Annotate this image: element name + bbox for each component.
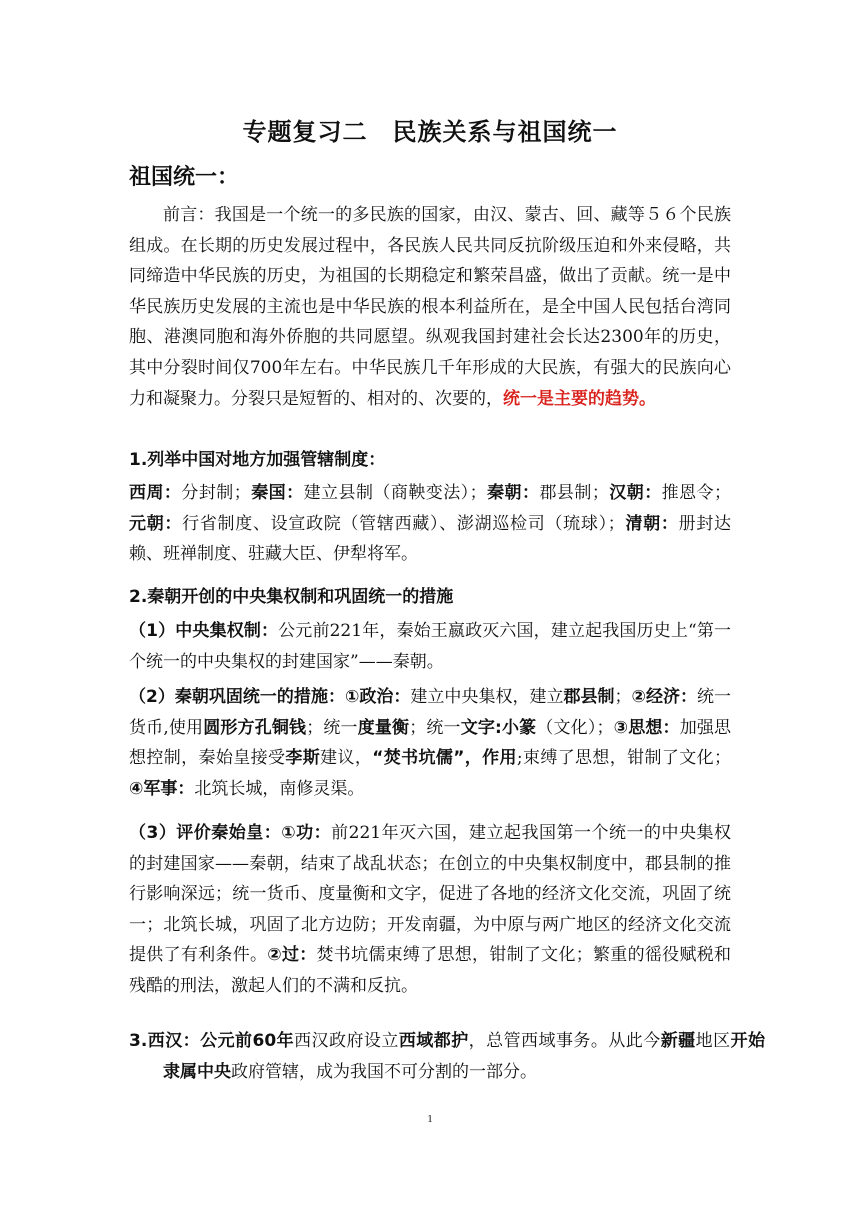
- q1-paragraph: [129, 478, 731, 570]
- q2-p3-label: （3）评价秦始皇：: [129, 823, 282, 843]
- era-text: 推恩令；: [661, 483, 732, 503]
- era-label: 秦朝：: [486, 483, 540, 503]
- economy-bold: 圆形方孔铜钱: [203, 717, 307, 738]
- military-label: ④军事：: [129, 778, 195, 799]
- q3-paragraph: [129, 1026, 765, 1087]
- thought-label: ③思想：: [613, 717, 680, 738]
- q2-p2-label: （2）秦朝巩固统一的措施：: [129, 687, 345, 707]
- era-text: 分封制；: [181, 483, 251, 503]
- era-label: 元朝：: [129, 513, 183, 534]
- q3-bold-4: 开始隶属中央: [163, 1031, 766, 1082]
- military-text: 北筑长城，南修灵渠。: [194, 778, 365, 799]
- fault-label: ②过：: [267, 945, 317, 966]
- q3-bold-3: 新疆: [660, 1031, 696, 1051]
- preface-paragraph: [129, 200, 731, 414]
- q2-heading: 2.秦朝开创的中央集权制和巩固统一的措施: [129, 587, 454, 607]
- preface-highlight: 统一是主要的趋势。: [503, 388, 656, 409]
- q2-p1-text: 公元前221年，秦始王嬴政灭六国，建立起我国历史上“第一个统一的中央集权的封建国家”——秦朝。: [129, 621, 731, 672]
- thought-text-3: ;束缚了思想，钳制了文化；: [516, 748, 732, 769]
- economy-text-2: ；统一: [306, 717, 358, 738]
- page-title: 专题复习二 民族关系与祖国统一: [242, 118, 618, 146]
- q2-p1: [129, 616, 731, 677]
- q2-p2: [129, 682, 731, 804]
- thought-text: 加强思想控制，秦始皇接受: [129, 717, 732, 769]
- era-text: 行省制度、设宣政院（管辖西藏）、澎湖巡检司（琉球）；: [182, 513, 625, 534]
- economy-text-3: ；统一: [409, 717, 461, 738]
- q3-bold-2: 西域都护: [398, 1031, 469, 1051]
- thought-bold: 李斯: [285, 748, 321, 769]
- fault-text: 焚书坑儒束缚了思想，钳制了文化；繁重的徭役赋税和残酷的刑法，激起人们的不满和反抗。: [129, 945, 732, 996]
- q2-p3: [129, 818, 731, 1002]
- era-label: 汉朝：: [608, 483, 662, 503]
- era-text: 册封达赖、班禅制度、驻藏大臣、伊犁将军。: [129, 513, 732, 565]
- preface-text: 前言：我国是一个统一的多民族的国家，由汉、蒙古、回、藏等５６个民族组成。在长期的历史发展过程中，各民族人民共同反抗阶级压迫和外来侵略，共同缔造中华民族的历史，为祖国的长期稳定和繁荣昌盛，做出了贡献。统一是中华民族历史发展的主流也是中华民族的根本利益所在，是全中国人民包括台湾同胞、港澳同胞和海外侨胞的共同愿望。纵观我国封建社会长达2300年的历史，其中分裂时间仅700年左右。中华民族几千年形成的大民族，有强大的民族向心力和凝聚力。分裂只是短暂的、相对的、次要的，: [129, 205, 731, 409]
- script-bold: 文字:小篆: [460, 717, 537, 738]
- q3-label: 3.西汉：: [129, 1031, 201, 1051]
- era-label: 秦国：: [250, 483, 304, 503]
- q3-bold-1: 公元前60年: [200, 1031, 295, 1051]
- merit-label: ①功：: [281, 823, 332, 843]
- era-text: 郡县制；: [539, 483, 609, 503]
- q3-text-1: 西汉政府设立: [294, 1031, 399, 1051]
- politics-text-end: ；: [614, 687, 632, 707]
- politics-text: 建立中央集权，建立: [410, 687, 564, 707]
- economy-text: 统一货币,使用: [129, 687, 731, 738]
- politics-bold: 郡县制: [563, 687, 615, 707]
- page-number: 1: [427, 1113, 433, 1125]
- merit-text: 前221年灭六国，建立起我国第一个统一的中央集权的封建国家——秦朝，结束了战乱状态；在创立的中央集权制度中，郡县制的推行影响深远；统一货币、度量衡和文字，促进了各地的经济文化交流，巩固了统一；北筑长城，巩固了北方边防；开发南疆，为中原与两广地区的经济文化交流提供了有利条件。: [129, 823, 731, 966]
- q3-text-2: ，总管西域事务。从此今: [468, 1031, 661, 1051]
- economy-label: ②经济：: [631, 687, 697, 707]
- q1-heading: 1.列举中国对地方加强管辖制度：: [129, 450, 386, 470]
- politics-label: ①政治：: [344, 687, 411, 707]
- section-heading: 祖国统一：: [129, 165, 240, 190]
- thought-text-2: 建议，: [320, 748, 373, 769]
- era-text: 建立县制（商鞅变法）；: [303, 483, 487, 503]
- era-label: 清朝：: [624, 513, 679, 534]
- economy-bold-2: 度量衡: [357, 717, 410, 738]
- era-label: 西周：: [129, 483, 182, 503]
- q3-text-3: 地区: [695, 1031, 731, 1051]
- script-text: （文化）；: [536, 717, 614, 738]
- thought-bold-2: “焚书坑儒”，作用: [372, 748, 517, 769]
- q3-text-4: 政府管辖，成为我国不可分割的一部分。: [231, 1061, 537, 1082]
- q2-p1-label: （1）中央集权制：: [129, 621, 279, 641]
